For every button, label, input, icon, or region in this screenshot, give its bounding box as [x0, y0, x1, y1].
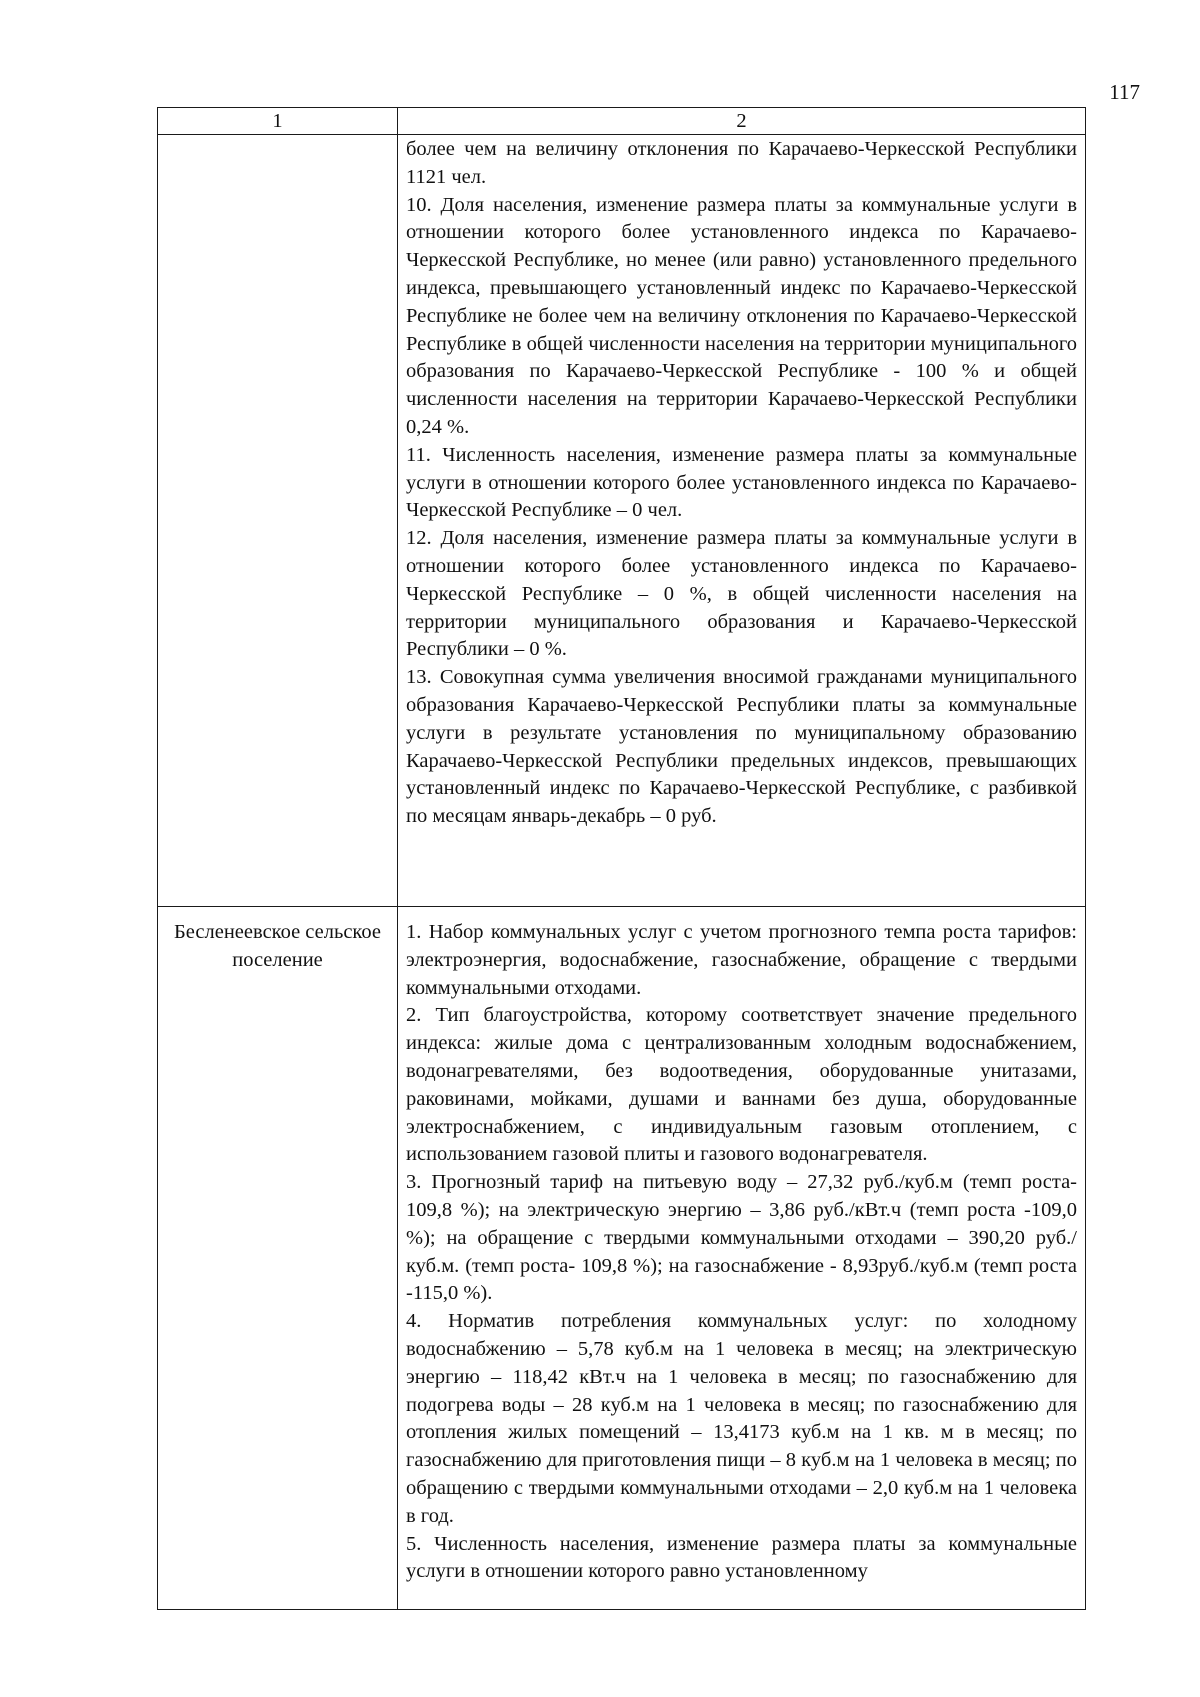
indicators-cell	[398, 907, 1086, 1610]
document-table	[157, 107, 1086, 1610]
table-row	[158, 135, 1086, 907]
paragraph: более чем на величину отклонения по Карачаево-Черкесской Республики 1121 чел.	[406, 138, 1077, 188]
paragraph: 13. Совокупная сумма увеличения вносимой гражданами муниципального образования Карачаево-Черкесской Республики платы за коммунальные услуги в результате установления по муниципальному образованию Карачаево-Черкесской Республики предельных индексов, превышающих установленный индекс по Карачаево-Черкесской Республике, с разбивкой по месяцам январь-декабрь – 0 руб.	[406, 666, 1077, 828]
paragraph: 10. Доля населения, изменение размера платы за коммунальные услуги в отношении которого более установленного индекса по Карачаево-Черкесской Республике, но менее (или равно) установленного предельного индекса, превышающего установленный индекс по Карачаево-Черкесской Республике не более чем на величину отклонения по Карачаево-Черкесской Республике в общей численности населения на территории муниципального образования по Карачаево-Черкесской Республике - 100 % и общей численности населения на территории Карачаево-Черкесской Республики 0,24 %.	[406, 193, 1077, 438]
paragraph: 2. Тип благоустройства, которому соответствует значение предельного индекса: жилые дома с централизованным холодным водоснабжением, водонагревателями, без водоотведения, оборудованные унитазами, раковинами, мойками, душами и ваннами без душа, оборудованные электроснабжением, с индивидуальным газовым отоплением, с использованием газовой плиты и газового водонагревателя.	[406, 1004, 1077, 1166]
paragraph: 12. Доля населения, изменение размера платы за коммунальные услуги в отношении которого более установленного индекса по Карачаево-Черкесской Республике – 0 %, в общей численности населения на территории муниципального образования и Карачаево-Черкесской Республики – 0 %.	[406, 527, 1077, 661]
paragraph: 11. Численность населения, изменение размера платы за коммунальные услуги в отношении которого более установленного индекса по Карачаево-Черкесской Республике – 0 чел.	[406, 443, 1077, 522]
indicators-cell	[398, 135, 1086, 907]
table-row	[158, 907, 1086, 1610]
paragraph: 3. Прогнозный тариф на питьевую воду – 27,32 руб./куб.м (темп роста- 109,8 %); на электрическую энергию – 3,86 руб./кВт.ч (темп роста -109,0 %); на обращение с твердыми коммунальными отходами – 390,20 руб./куб.м. (темп роста- 109,8 %); на газоснабжение - 8,93руб./куб.м (темп роста -115,0 %).	[406, 1171, 1077, 1305]
page-number: 117	[1109, 80, 1140, 104]
paragraph: 1. Набор коммунальных услуг с учетом прогнозного темпа роста тарифов: электроэнергия, водоснабжение, газоснабжение, обращение с твердыми коммунальными отходами.	[406, 921, 1077, 999]
table-header-row	[158, 108, 1086, 135]
column-header-1: 1	[158, 108, 398, 135]
settlement-name-cell	[158, 135, 398, 907]
column-header-2: 2	[398, 108, 1086, 135]
settlement-name-cell: Бесленеевское сельское поселение	[158, 907, 398, 1610]
paragraph: 4. Норматив потребления коммунальных услуг: по холодному водоснабжению – 5,78 куб.м на 1 человека в месяц; на электрическую энергию – 118,42 кВт.ч на 1 человека в месяц; по газоснабжению для подогрева воды – 28 куб.м на 1 человека в месяц; по газоснабжению для отопления жилых помещений – 13,4173 куб.м на 1 кв. м в месяц; по газоснабжению для приготовления пищи – 8 куб.м на 1 человека в месяц; по обращению с твердыми коммунальными отходами – 2,0 куб.м на 1 человека в год.	[406, 1310, 1077, 1527]
paragraph: 5. Численность населения, изменение размера платы за коммунальные услуги в отношении которого равно установленному	[406, 1532, 1077, 1583]
